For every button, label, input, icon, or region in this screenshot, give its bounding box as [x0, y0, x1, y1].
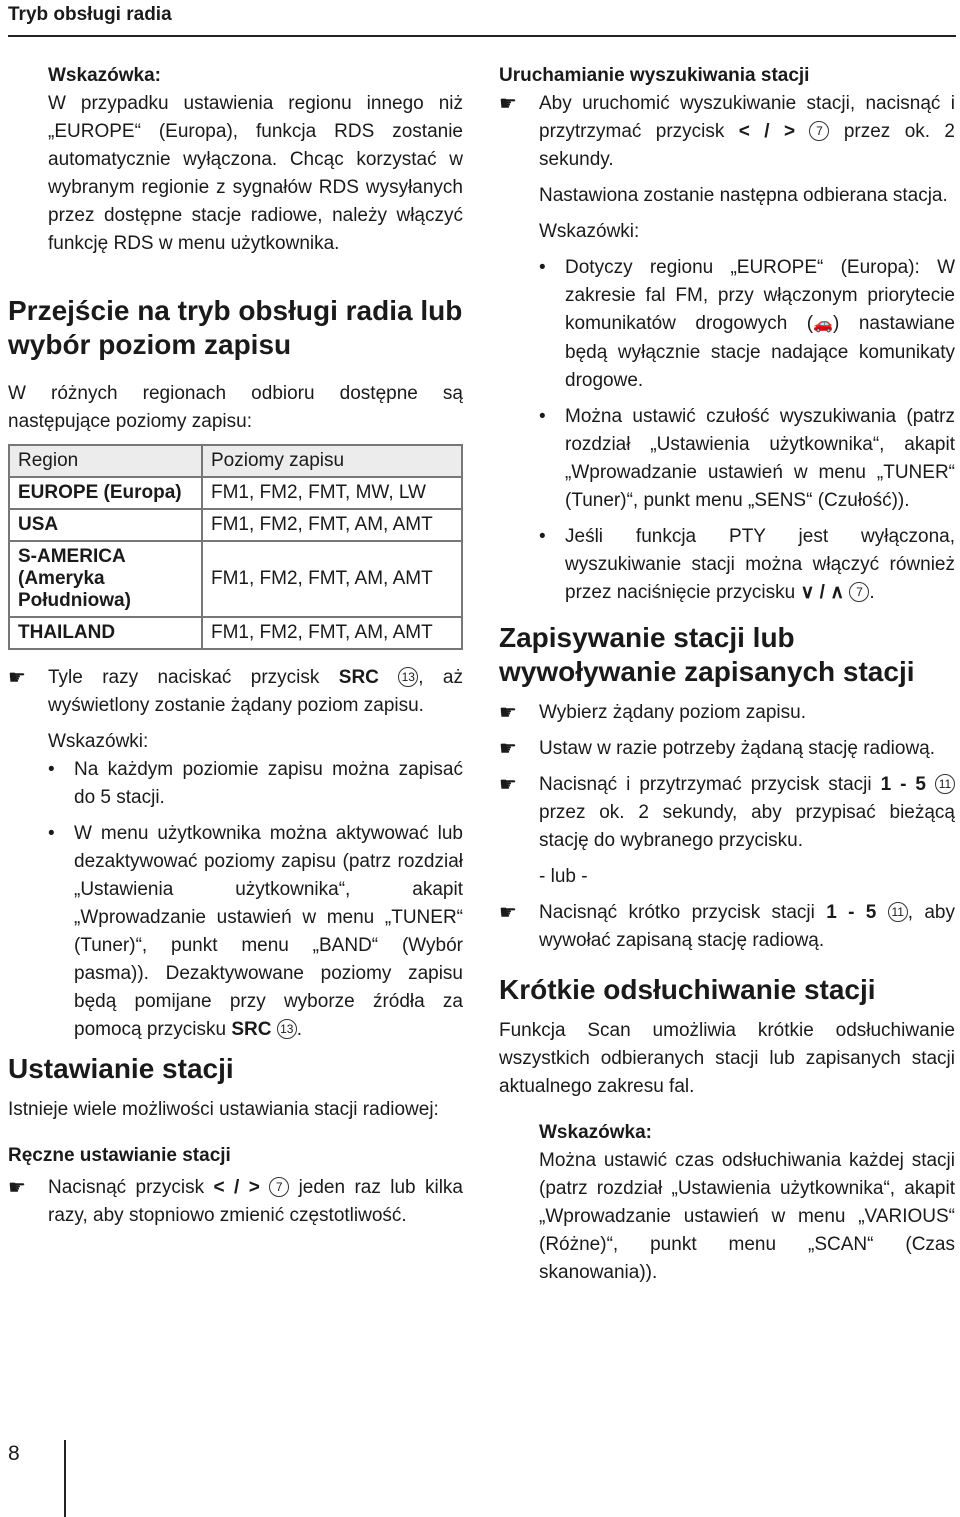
list-item-text: ) nastawiane będą wyłącznie stacje nadające komunikaty drogowe. [565, 313, 955, 391]
callout-number: 7 [809, 121, 829, 141]
list-item-text: Na każdym poziomie zapisu można zapisać do 5 stacji. [74, 759, 463, 808]
list-item-text: Dotyczy regionu „EUROPE“ (Europa): W zakresie fal FM, przy włączonym priorytecie komunikatów drogowych ( [565, 257, 955, 334]
list-item [8, 820, 463, 1044]
step-tune-station [499, 735, 955, 763]
table-cell-levels: FM1, FM2, FMT, AM, AMT [202, 617, 462, 649]
note-heading: Wskazówka: [48, 65, 161, 86]
bullet-icon: • [539, 406, 546, 427]
step-text: Tyle razy naciskać przycisk [48, 667, 339, 688]
callout-number: 11 [888, 902, 908, 922]
note-rds [8, 62, 463, 258]
subsection-title-search: Uruchamianie wyszukiwania stacji [499, 65, 810, 86]
note-scan [499, 1119, 955, 1287]
header-rule [8, 35, 956, 37]
right-column [499, 62, 955, 1287]
table-cell-region: EUROPE (Europa) [9, 477, 202, 509]
bullet-icon: • [48, 823, 55, 844]
section-intro: W różnych regionach odbioru dostępne są następujące poziomy zapisu: [8, 383, 463, 432]
step-text: przez ok. 2 sekundy, aby przypisać bieżącą stację do wybranego przycisku. [539, 802, 955, 851]
search-result-text: Nastawiona zostanie następna odbierana stacja. [539, 185, 948, 206]
step-text: Wybierz żądany poziom zapisu. [539, 702, 807, 723]
table-header: Poziomy zapisu [202, 445, 462, 477]
list-item [499, 523, 955, 607]
notes-list [499, 254, 955, 607]
notes-search [499, 218, 955, 246]
table-cell-region: USA [9, 509, 202, 541]
table-row [9, 477, 462, 509]
section-title-tuning: Ustawianie stacji [8, 1053, 234, 1084]
page-number: 8 [8, 1442, 20, 1465]
notes-heading: Wskazówki: [48, 731, 149, 752]
list-item-text: Można ustawić czułość wyszukiwania (patrz rozdział „Ustawienia użytkownika“, akapit „Wprowadzanie ustawień w menu „TUNER“ (Tuner)“, punkt menu „SENS“ (Czułość)). [565, 406, 955, 511]
pointing-hand-icon: ☛ [499, 702, 517, 724]
notes-heading: Wskazówki: [539, 221, 640, 242]
note-text: Można ustawić czas odsłuchiwania każdej stacji (patrz rozdział „Ustawienia użytkownika“, akapit „Wprowadzanie ustawień w menu „VARIOUS“ (Różne)“, punkt menu „SCAN“ (Czas skanowania)). [539, 1150, 955, 1283]
table-row [9, 541, 462, 617]
step-start-search [499, 90, 955, 174]
list-item [8, 756, 463, 812]
table-cell-levels: FM1, FM2, FMT, MW, LW [202, 477, 462, 509]
key-label: 1 - 5 [880, 774, 927, 795]
list-item-text: Jeśli funkcja PTY jest wyłączona, wyszukiwanie stacji można włączyć również przez naciśnięcie przycisku [565, 526, 955, 603]
pointing-hand-icon: ☛ [499, 738, 517, 760]
list-item-text: . [869, 582, 875, 603]
table-cell-region: S-AMERICA (Ameryka Południowa) [9, 541, 202, 617]
pointing-hand-icon: ☛ [8, 1177, 26, 1199]
section-title-radio-mode: Przejście na tryb obsługi radia lub wybór poziom zapisu [8, 295, 463, 360]
table-row [9, 617, 462, 649]
step-manual-tuning [8, 1174, 463, 1230]
section-title-save: Zapisywanie stacji lub wywoływanie zapisanych stacji [499, 622, 915, 687]
table-cell-levels: FM1, FM2, FMT, AM, AMT [202, 509, 462, 541]
left-column [8, 62, 463, 1230]
callout-number: 13 [398, 667, 418, 687]
step-text: , aż wyświetlony zostanie żądany poziom zapisu. [48, 667, 463, 716]
step-text: jeden raz lub kilka razy, aby stopniowo zmienić częstotliwość. [48, 1177, 463, 1226]
key-label: SRC [338, 667, 379, 688]
bullet-icon: • [48, 759, 55, 780]
step-text: przez ok. 2 sekundy. [539, 121, 955, 170]
callout-number: 7 [269, 1177, 289, 1197]
step-store-station [499, 771, 955, 855]
table-cell-levels: FM1, FM2, FMT, AM, AMT [202, 541, 462, 617]
step-text: , aby wywołać zapisaną stację radiową. [539, 902, 955, 951]
bullet-icon: • [539, 257, 546, 278]
step-text: Ustaw w razie potrzeby żądaną stację radiową. [539, 738, 936, 759]
notes-list [8, 756, 463, 1044]
page-header [8, 0, 956, 36]
pointing-hand-icon: ☛ [499, 774, 517, 796]
key-label: 1 - 5 [826, 902, 877, 923]
scan-text: Funkcja Scan umożliwia krótkie odsłuchiwanie wszystkich odbieranych stacji lub zapisanych stacji aktualnego zakresu fal. [499, 1020, 955, 1097]
pointing-hand-icon: ☛ [499, 93, 517, 115]
notes-memory [8, 728, 463, 756]
page-title: Tryb obsługi radia [8, 4, 172, 25]
note-heading: Wskazówka: [539, 1122, 652, 1143]
bullet-icon: • [539, 526, 546, 547]
or-separator: - lub - [539, 866, 588, 887]
subsection-title-manual: Ręczne ustawianie stacji [8, 1145, 231, 1166]
pointing-hand-icon: ☛ [8, 667, 26, 689]
step-press-src [8, 664, 463, 720]
step-text: Nacisnąć i przytrzymać przycisk stacji [539, 774, 881, 795]
footer-rule [64, 1440, 66, 1517]
list-item-text: . [296, 1019, 303, 1040]
key-label: SRC [231, 1019, 272, 1040]
callout-number: 13 [277, 1019, 297, 1039]
key-label: ∨ / ∧ [800, 582, 845, 603]
key-label: < / > [738, 121, 796, 142]
step-text: Nacisnąć przycisk [48, 1177, 214, 1198]
section-title-scan: Krótkie odsłuchiwanie stacji [499, 974, 876, 1005]
pointing-hand-icon: ☛ [499, 902, 517, 924]
step-recall-station [499, 899, 955, 955]
section-intro: Istnieje wiele możliwości ustawiania stacji radiowej: [8, 1099, 439, 1120]
list-item [499, 403, 955, 515]
key-label: < / > [213, 1177, 260, 1198]
list-item [499, 254, 955, 395]
callout-number: 7 [849, 582, 869, 602]
step-text: Aby uruchomić wyszukiwanie stacji, nacisnąć i przytrzymać przycisk [539, 93, 955, 142]
note-text: W przypadku ustawienia regionu innego niż „EUROPE“ (Europa), funkcja RDS zostanie automatycznie wyłączona. Chcąc korzystać w wybranym regionie z sygnałów RDS wysyłanych przez dostępne stacje radiowe, należy włączyć funkcję RDS w menu użytkownika. [48, 93, 463, 254]
table-row [9, 509, 462, 541]
traffic-info-icon: 🚗 [813, 316, 834, 333]
list-item-text: W menu użytkownika można aktywować lub dezaktywować poziomy zapisu (patrz rozdział „Ustawienia użytkownika“, akapit „Wprowadzanie ustawień w menu „TUNER“ (Tuner)“, punkt menu „BAND“ (Wybór pasma)). Dezaktywowane poziomy zapisu będą pomijane przy wyborze źródła za pomocą przycisku [74, 823, 463, 1040]
memory-levels-table [8, 444, 463, 650]
table-cell-region: THAILAND [9, 617, 202, 649]
callout-number: 11 [935, 774, 955, 794]
table-header: Region [9, 445, 202, 477]
table-header-row [9, 445, 462, 477]
step-text: Nacisnąć krótko przycisk stacji [539, 902, 827, 923]
step-select-level [499, 699, 955, 727]
